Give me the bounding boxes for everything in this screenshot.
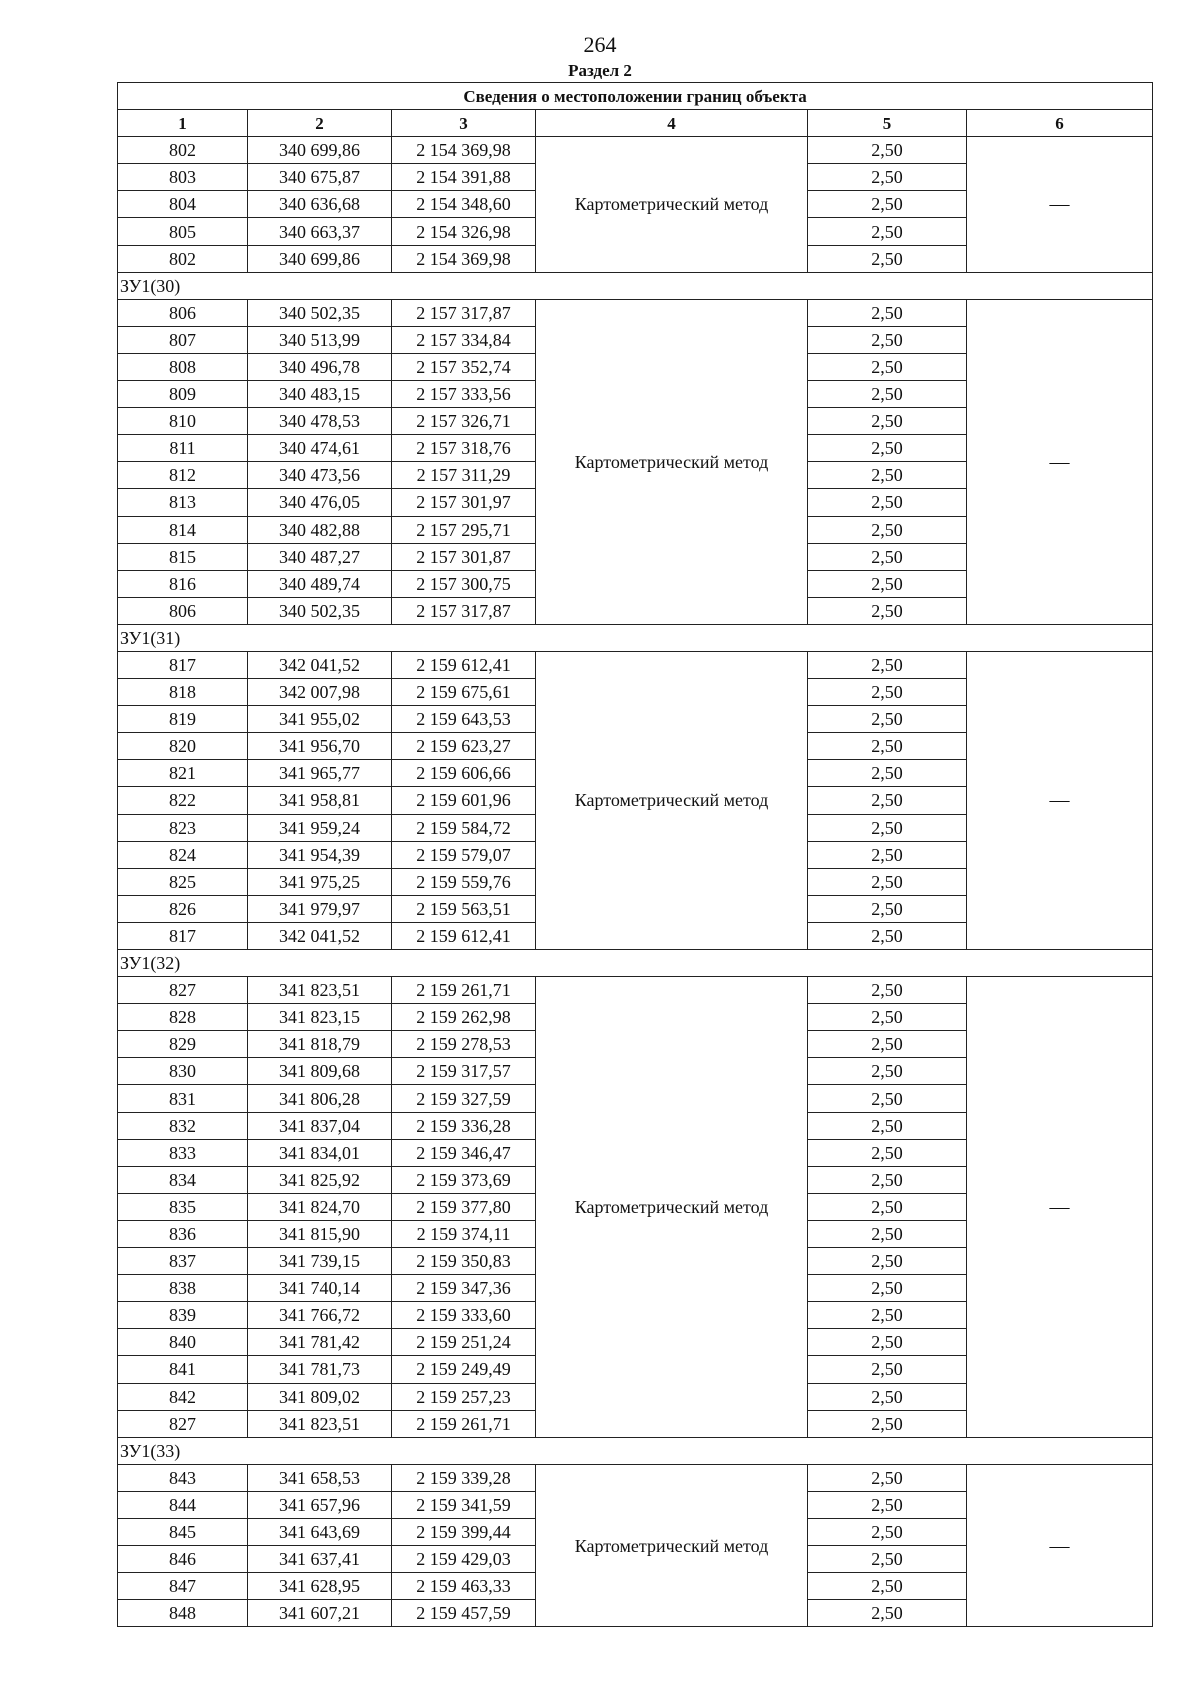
x-coordinate-cell: 341 979,97 (248, 895, 392, 922)
point-number-cell: 809 (118, 381, 248, 408)
col6-cell: — (967, 1464, 1153, 1627)
x-coordinate-cell: 341 643,69 (248, 1518, 392, 1545)
col6-cell: — (967, 651, 1153, 949)
col6-cell: — (967, 977, 1153, 1438)
accuracy-cell: 2,50 (808, 245, 967, 272)
x-coordinate-cell: 340 513,99 (248, 326, 392, 353)
accuracy-cell: 2,50 (808, 1383, 967, 1410)
y-coordinate-cell: 2 157 334,84 (392, 326, 536, 353)
group-label: ЗУ1(31) (118, 624, 1153, 651)
accuracy-cell: 2,50 (808, 733, 967, 760)
x-coordinate-cell: 340 473,56 (248, 462, 392, 489)
x-coordinate-cell: 341 637,41 (248, 1546, 392, 1573)
point-number-cell: 844 (118, 1491, 248, 1518)
point-number-cell: 812 (118, 462, 248, 489)
y-coordinate-cell: 2 157 300,75 (392, 570, 536, 597)
x-coordinate-cell: 341 806,28 (248, 1085, 392, 1112)
y-coordinate-cell: 2 159 350,83 (392, 1248, 536, 1275)
table-row (118, 299, 1153, 326)
point-number-cell: 821 (118, 760, 248, 787)
y-coordinate-cell: 2 159 278,53 (392, 1031, 536, 1058)
page-number: 264 (583, 32, 617, 57)
y-coordinate-cell: 2 157 317,87 (392, 597, 536, 624)
y-coordinate-cell: 2 159 249,49 (392, 1356, 536, 1383)
accuracy-cell: 2,50 (808, 1220, 967, 1247)
point-number-cell: 814 (118, 516, 248, 543)
accuracy-cell: 2,50 (808, 922, 967, 949)
point-number-cell: 810 (118, 408, 248, 435)
point-number-cell: 838 (118, 1275, 248, 1302)
y-coordinate-cell: 2 154 348,60 (392, 191, 536, 218)
x-coordinate-cell: 341 657,96 (248, 1491, 392, 1518)
y-coordinate-cell: 2 154 391,88 (392, 164, 536, 191)
accuracy-cell: 2,50 (808, 1112, 967, 1139)
accuracy-cell: 2,50 (808, 1600, 967, 1627)
point-number-cell: 834 (118, 1166, 248, 1193)
point-number-cell: 836 (118, 1220, 248, 1247)
x-coordinate-cell: 341 965,77 (248, 760, 392, 787)
x-coordinate-cell: 340 476,05 (248, 489, 392, 516)
y-coordinate-cell: 2 159 327,59 (392, 1085, 536, 1112)
y-coordinate-cell: 2 159 601,96 (392, 787, 536, 814)
point-number-cell: 839 (118, 1302, 248, 1329)
column-header: 5 (808, 110, 967, 137)
y-coordinate-cell: 2 159 339,28 (392, 1464, 536, 1491)
point-number-cell: 841 (118, 1356, 248, 1383)
x-coordinate-cell: 342 041,52 (248, 922, 392, 949)
accuracy-cell: 2,50 (808, 679, 967, 706)
point-number-cell: 802 (118, 245, 248, 272)
x-coordinate-cell: 341 837,04 (248, 1112, 392, 1139)
x-coordinate-cell: 340 483,15 (248, 381, 392, 408)
column-header: 3 (392, 110, 536, 137)
accuracy-cell: 2,50 (808, 1166, 967, 1193)
accuracy-cell: 2,50 (808, 218, 967, 245)
point-number-cell: 840 (118, 1329, 248, 1356)
accuracy-cell: 2,50 (808, 326, 967, 353)
y-coordinate-cell: 2 159 346,47 (392, 1139, 536, 1166)
boundary-coordinates-table (117, 82, 1153, 1627)
group-label: ЗУ1(30) (118, 272, 1153, 299)
x-coordinate-cell: 340 699,86 (248, 137, 392, 164)
y-coordinate-cell: 2 159 257,23 (392, 1383, 536, 1410)
point-number-cell: 811 (118, 435, 248, 462)
y-coordinate-cell: 2 159 373,69 (392, 1166, 536, 1193)
point-number-cell: 806 (118, 597, 248, 624)
point-number-cell: 827 (118, 977, 248, 1004)
accuracy-cell: 2,50 (808, 1085, 967, 1112)
point-number-cell: 824 (118, 841, 248, 868)
column-number-row (118, 110, 1153, 137)
y-coordinate-cell: 2 159 399,44 (392, 1518, 536, 1545)
x-coordinate-cell: 341 954,39 (248, 841, 392, 868)
accuracy-cell: 2,50 (808, 570, 967, 597)
x-coordinate-cell: 341 739,15 (248, 1248, 392, 1275)
y-coordinate-cell: 2 159 333,60 (392, 1302, 536, 1329)
x-coordinate-cell: 340 636,68 (248, 191, 392, 218)
x-coordinate-cell: 341 658,53 (248, 1464, 392, 1491)
point-number-cell: 819 (118, 706, 248, 733)
accuracy-cell: 2,50 (808, 1139, 967, 1166)
x-coordinate-cell: 341 809,68 (248, 1058, 392, 1085)
column-header: 2 (248, 110, 392, 137)
y-coordinate-cell: 2 157 333,56 (392, 381, 536, 408)
x-coordinate-cell: 341 834,01 (248, 1139, 392, 1166)
point-number-cell: 843 (118, 1464, 248, 1491)
accuracy-cell: 2,50 (808, 651, 967, 678)
section-title: Раздел 2 (568, 61, 632, 80)
x-coordinate-cell: 342 041,52 (248, 651, 392, 678)
y-coordinate-cell: 2 159 429,03 (392, 1546, 536, 1573)
accuracy-cell: 2,50 (808, 489, 967, 516)
point-number-cell: 817 (118, 922, 248, 949)
x-coordinate-cell: 341 781,42 (248, 1329, 392, 1356)
accuracy-cell: 2,50 (808, 137, 967, 164)
accuracy-cell: 2,50 (808, 814, 967, 841)
column-header: 4 (536, 110, 808, 137)
group-label-row (118, 624, 1153, 651)
x-coordinate-cell: 341 818,79 (248, 1031, 392, 1058)
point-number-cell: 818 (118, 679, 248, 706)
point-number-cell: 802 (118, 137, 248, 164)
y-coordinate-cell: 2 157 295,71 (392, 516, 536, 543)
x-coordinate-cell: 341 975,25 (248, 868, 392, 895)
x-coordinate-cell: 340 699,86 (248, 245, 392, 272)
y-coordinate-cell: 2 159 675,61 (392, 679, 536, 706)
y-coordinate-cell: 2 157 317,87 (392, 299, 536, 326)
column-header: 6 (967, 110, 1153, 137)
point-number-cell: 813 (118, 489, 248, 516)
accuracy-cell: 2,50 (808, 1356, 967, 1383)
point-number-cell: 847 (118, 1573, 248, 1600)
y-coordinate-cell: 2 157 311,29 (392, 462, 536, 489)
point-number-cell: 825 (118, 868, 248, 895)
point-number-cell: 833 (118, 1139, 248, 1166)
accuracy-cell: 2,50 (808, 760, 967, 787)
x-coordinate-cell: 340 489,74 (248, 570, 392, 597)
point-number-cell: 846 (118, 1546, 248, 1573)
x-coordinate-cell: 341 823,51 (248, 1410, 392, 1437)
x-coordinate-cell: 340 482,88 (248, 516, 392, 543)
y-coordinate-cell: 2 159 261,71 (392, 1410, 536, 1437)
column-header: 1 (118, 110, 248, 137)
accuracy-cell: 2,50 (808, 1058, 967, 1085)
point-number-cell: 822 (118, 787, 248, 814)
method-cell: Картометрический метод (536, 137, 808, 272)
group-label: ЗУ1(33) (118, 1437, 1153, 1464)
x-coordinate-cell: 341 815,90 (248, 1220, 392, 1247)
point-number-cell: 832 (118, 1112, 248, 1139)
method-cell: Картометрический метод (536, 651, 808, 949)
y-coordinate-cell: 2 159 457,59 (392, 1600, 536, 1627)
x-coordinate-cell: 341 766,72 (248, 1302, 392, 1329)
point-number-cell: 831 (118, 1085, 248, 1112)
point-number-cell: 815 (118, 543, 248, 570)
table-row (118, 1464, 1153, 1491)
y-coordinate-cell: 2 159 261,71 (392, 977, 536, 1004)
x-coordinate-cell: 341 781,73 (248, 1356, 392, 1383)
point-number-cell: 803 (118, 164, 248, 191)
accuracy-cell: 2,50 (808, 787, 967, 814)
y-coordinate-cell: 2 159 377,80 (392, 1193, 536, 1220)
point-number-cell: 820 (118, 733, 248, 760)
table-row (118, 137, 1153, 164)
point-number-cell: 826 (118, 895, 248, 922)
accuracy-cell: 2,50 (808, 1302, 967, 1329)
x-coordinate-cell: 341 824,70 (248, 1193, 392, 1220)
point-number-cell: 816 (118, 570, 248, 597)
group-label-row (118, 950, 1153, 977)
point-number-cell: 827 (118, 1410, 248, 1437)
y-coordinate-cell: 2 157 301,97 (392, 489, 536, 516)
point-number-cell: 845 (118, 1518, 248, 1545)
accuracy-cell: 2,50 (808, 516, 967, 543)
accuracy-cell: 2,50 (808, 1193, 967, 1220)
point-number-cell: 806 (118, 299, 248, 326)
point-number-cell: 830 (118, 1058, 248, 1085)
x-coordinate-cell: 341 809,02 (248, 1383, 392, 1410)
method-cell: Картометрический метод (536, 1464, 808, 1627)
x-coordinate-cell: 341 823,51 (248, 977, 392, 1004)
accuracy-cell: 2,50 (808, 353, 967, 380)
y-coordinate-cell: 2 159 463,33 (392, 1573, 536, 1600)
accuracy-cell: 2,50 (808, 164, 967, 191)
x-coordinate-cell: 342 007,98 (248, 679, 392, 706)
y-coordinate-cell: 2 159 563,51 (392, 895, 536, 922)
point-number-cell: 837 (118, 1248, 248, 1275)
y-coordinate-cell: 2 159 262,98 (392, 1004, 536, 1031)
point-number-cell: 823 (118, 814, 248, 841)
group-label-row (118, 1437, 1153, 1464)
table-row (118, 977, 1153, 1004)
method-cell: Картометрический метод (536, 299, 808, 624)
y-coordinate-cell: 2 159 623,27 (392, 733, 536, 760)
point-number-cell: 829 (118, 1031, 248, 1058)
x-coordinate-cell: 340 502,35 (248, 597, 392, 624)
x-coordinate-cell: 340 663,37 (248, 218, 392, 245)
y-coordinate-cell: 2 154 369,98 (392, 245, 536, 272)
point-number-cell: 807 (118, 326, 248, 353)
x-coordinate-cell: 340 474,61 (248, 435, 392, 462)
y-coordinate-cell: 2 159 317,57 (392, 1058, 536, 1085)
x-coordinate-cell: 341 958,81 (248, 787, 392, 814)
accuracy-cell: 2,50 (808, 543, 967, 570)
point-number-cell: 848 (118, 1600, 248, 1627)
point-number-cell: 835 (118, 1193, 248, 1220)
x-coordinate-cell: 341 823,15 (248, 1004, 392, 1031)
y-coordinate-cell: 2 159 341,59 (392, 1491, 536, 1518)
y-coordinate-cell: 2 159 606,66 (392, 760, 536, 787)
group-label-row (118, 272, 1153, 299)
accuracy-cell: 2,50 (808, 299, 967, 326)
col6-cell: — (967, 137, 1153, 272)
x-coordinate-cell: 341 740,14 (248, 1275, 392, 1302)
accuracy-cell: 2,50 (808, 895, 967, 922)
accuracy-cell: 2,50 (808, 597, 967, 624)
y-coordinate-cell: 2 157 301,87 (392, 543, 536, 570)
group-label: ЗУ1(32) (118, 950, 1153, 977)
point-number-cell: 805 (118, 218, 248, 245)
accuracy-cell: 2,50 (808, 1004, 967, 1031)
accuracy-cell: 2,50 (808, 1464, 967, 1491)
accuracy-cell: 2,50 (808, 1518, 967, 1545)
y-coordinate-cell: 2 154 369,98 (392, 137, 536, 164)
y-coordinate-cell: 2 159 336,28 (392, 1112, 536, 1139)
accuracy-cell: 2,50 (808, 1546, 967, 1573)
col6-cell: — (967, 299, 1153, 624)
y-coordinate-cell: 2 157 326,71 (392, 408, 536, 435)
y-coordinate-cell: 2 159 643,53 (392, 706, 536, 733)
method-cell: Картометрический метод (536, 977, 808, 1438)
x-coordinate-cell: 340 487,27 (248, 543, 392, 570)
y-coordinate-cell: 2 157 352,74 (392, 353, 536, 380)
y-coordinate-cell: 2 159 612,41 (392, 922, 536, 949)
accuracy-cell: 2,50 (808, 868, 967, 895)
table-row (118, 651, 1153, 678)
x-coordinate-cell: 341 956,70 (248, 733, 392, 760)
x-coordinate-cell: 341 607,21 (248, 1600, 392, 1627)
y-coordinate-cell: 2 157 318,76 (392, 435, 536, 462)
accuracy-cell: 2,50 (808, 435, 967, 462)
table-caption: Сведения о местоположении границ объекта (118, 83, 1153, 110)
point-number-cell: 817 (118, 651, 248, 678)
x-coordinate-cell: 341 959,24 (248, 814, 392, 841)
x-coordinate-cell: 340 675,87 (248, 164, 392, 191)
accuracy-cell: 2,50 (808, 977, 967, 1004)
x-coordinate-cell: 340 496,78 (248, 353, 392, 380)
accuracy-cell: 2,50 (808, 1031, 967, 1058)
accuracy-cell: 2,50 (808, 841, 967, 868)
y-coordinate-cell: 2 159 612,41 (392, 651, 536, 678)
y-coordinate-cell: 2 159 579,07 (392, 841, 536, 868)
accuracy-cell: 2,50 (808, 462, 967, 489)
accuracy-cell: 2,50 (808, 706, 967, 733)
accuracy-cell: 2,50 (808, 1329, 967, 1356)
point-number-cell: 804 (118, 191, 248, 218)
accuracy-cell: 2,50 (808, 381, 967, 408)
y-coordinate-cell: 2 154 326,98 (392, 218, 536, 245)
x-coordinate-cell: 340 502,35 (248, 299, 392, 326)
x-coordinate-cell: 340 478,53 (248, 408, 392, 435)
x-coordinate-cell: 341 628,95 (248, 1573, 392, 1600)
accuracy-cell: 2,50 (808, 1410, 967, 1437)
accuracy-cell: 2,50 (808, 191, 967, 218)
accuracy-cell: 2,50 (808, 1248, 967, 1275)
accuracy-cell: 2,50 (808, 1491, 967, 1518)
point-number-cell: 842 (118, 1383, 248, 1410)
accuracy-cell: 2,50 (808, 1275, 967, 1302)
point-number-cell: 828 (118, 1004, 248, 1031)
x-coordinate-cell: 341 955,02 (248, 706, 392, 733)
point-number-cell: 808 (118, 353, 248, 380)
y-coordinate-cell: 2 159 559,76 (392, 868, 536, 895)
accuracy-cell: 2,50 (808, 1573, 967, 1600)
accuracy-cell: 2,50 (808, 408, 967, 435)
table-body (118, 137, 1153, 1627)
y-coordinate-cell: 2 159 347,36 (392, 1275, 536, 1302)
y-coordinate-cell: 2 159 251,24 (392, 1329, 536, 1356)
x-coordinate-cell: 341 825,92 (248, 1166, 392, 1193)
y-coordinate-cell: 2 159 584,72 (392, 814, 536, 841)
y-coordinate-cell: 2 159 374,11 (392, 1220, 536, 1247)
